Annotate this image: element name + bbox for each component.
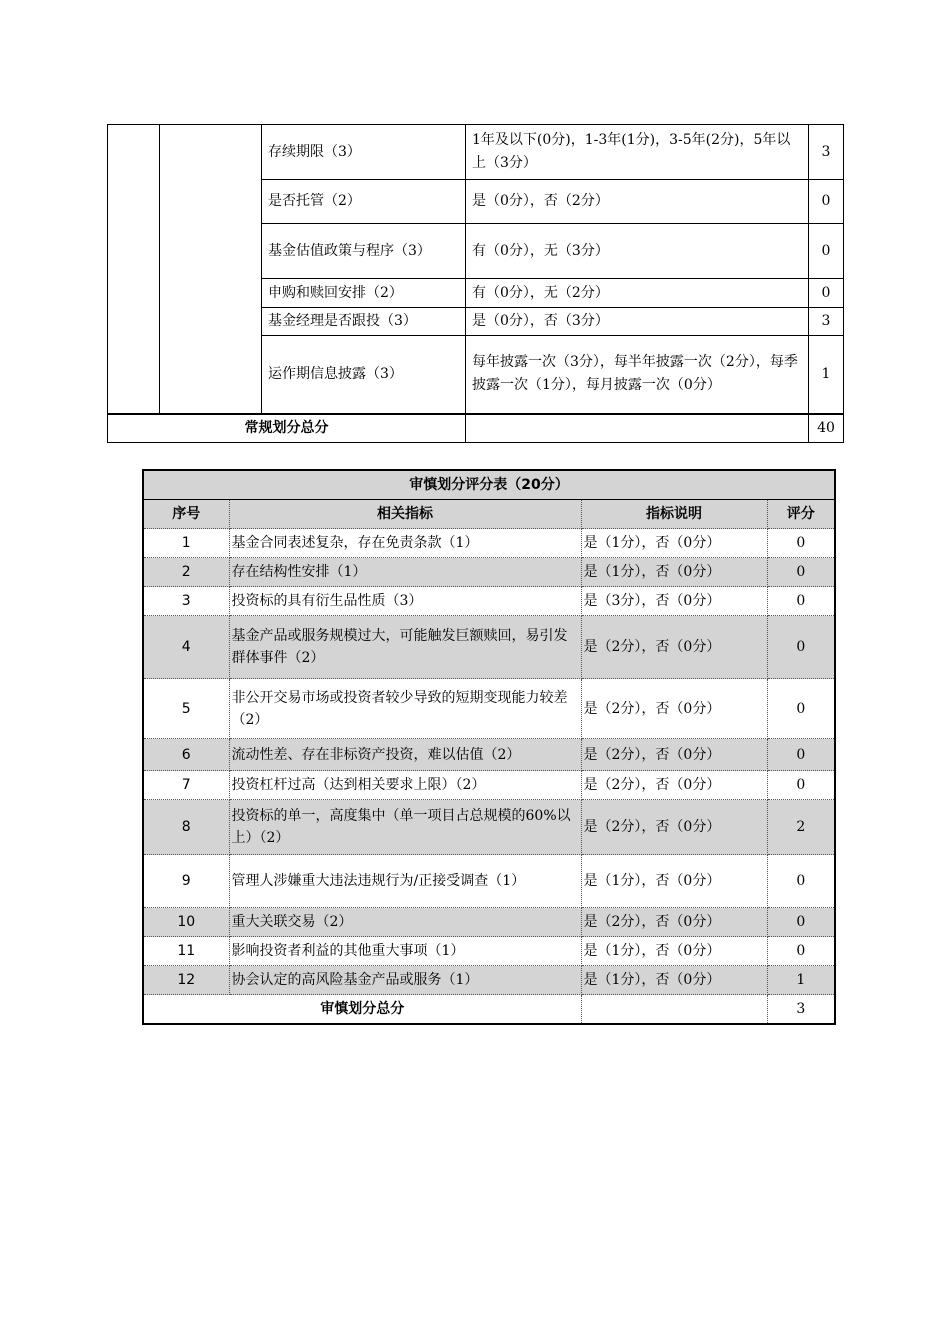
score-cell: 3	[809, 308, 844, 336]
total-row	[108, 414, 844, 443]
row-index: 12	[143, 966, 229, 995]
indicator-cell: 投资标的单一，高度集中（单一项目占总规模的60%以上）（2）	[229, 800, 581, 855]
row-index: 9	[143, 855, 229, 908]
total-blank-cell	[581, 995, 767, 1024]
row-index: 8	[143, 800, 229, 855]
description-cell: 是（1分），否（0分）	[581, 529, 767, 558]
table-row	[143, 558, 835, 587]
score-cell: 1	[767, 966, 835, 995]
row-index: 2	[143, 558, 229, 587]
description-cell: 是（3分），否（0分）	[581, 587, 767, 616]
table-caption-row	[143, 470, 835, 500]
description-cell: 1年及以下(0分)，1-3年(1分)，3-5年(2分)，5年以上（3分）	[466, 125, 809, 180]
indicator-cell: 管理人涉嫌重大违法违规行为/正接受调查（1）	[229, 855, 581, 908]
indicator-cell: 存在结构性安排（1）	[229, 558, 581, 587]
table-row	[143, 679, 835, 739]
table-row	[143, 800, 835, 855]
row-index: 6	[143, 739, 229, 771]
table-row	[143, 908, 835, 937]
score-cell: 0	[767, 616, 835, 679]
description-cell: 是（2分），否（0分）	[581, 800, 767, 855]
row-index: 4	[143, 616, 229, 679]
table-row	[143, 937, 835, 966]
indicator-cell: 运作期信息披露（3）	[262, 336, 466, 414]
table-row	[143, 616, 835, 679]
total-score: 40	[809, 414, 844, 443]
table-row	[143, 855, 835, 908]
indicator-cell: 流动性差、存在非标资产投资，难以估值（2）	[229, 739, 581, 771]
description-cell: 有（0分），无（2分）	[466, 279, 809, 308]
header-indicator: 相关指标	[229, 500, 581, 529]
table-row	[143, 587, 835, 616]
total-label: 常规划分总分	[108, 414, 466, 443]
total-row	[143, 995, 835, 1024]
indicator-cell: 基金产品或服务规模过大，可能触发巨额赎回，易引发群体事件（2）	[229, 616, 581, 679]
table-row	[143, 771, 835, 800]
table-row	[143, 739, 835, 771]
header-score: 评分	[767, 500, 835, 529]
total-label: 审慎划分总分	[143, 995, 581, 1024]
header-index: 序号	[143, 500, 229, 529]
score-cell: 0	[809, 279, 844, 308]
row-index: 7	[143, 771, 229, 800]
description-cell: 是（2分），否（0分）	[581, 616, 767, 679]
description-cell: 是（2分），否（0分）	[581, 679, 767, 739]
subcategory-cell	[160, 125, 262, 414]
description-cell: 是（1分），否（0分）	[581, 855, 767, 908]
header-description: 指标说明	[581, 500, 767, 529]
table-row	[143, 529, 835, 558]
total-score: 3	[767, 995, 835, 1024]
score-cell: 2	[767, 800, 835, 855]
indicator-cell: 投资标的具有衍生品性质（3）	[229, 587, 581, 616]
description-cell: 是（2分），否（0分）	[581, 908, 767, 937]
score-cell: 0	[767, 558, 835, 587]
row-index: 5	[143, 679, 229, 739]
category-cell	[108, 125, 160, 414]
table-row	[143, 966, 835, 995]
indicator-cell: 非公开交易市场或投资者较少导致的短期变现能力较差（2）	[229, 679, 581, 739]
prudent-score-table	[142, 469, 836, 1025]
score-cell: 0	[767, 529, 835, 558]
indicator-cell: 基金估值政策与程序（3）	[262, 224, 466, 279]
indicator-cell: 影响投资者利益的其他重大事项（1）	[229, 937, 581, 966]
row-index: 1	[143, 529, 229, 558]
indicator-cell: 基金合同表述复杂，存在免责条款（1）	[229, 529, 581, 558]
score-cell: 0	[767, 937, 835, 966]
description-cell: 是（2分），否（0分）	[581, 739, 767, 771]
table-caption: 审慎划分评分表（20分）	[143, 470, 835, 500]
total-blank-cell	[466, 414, 809, 443]
score-cell: 0	[767, 771, 835, 800]
score-cell: 0	[809, 224, 844, 279]
score-cell: 0	[809, 180, 844, 224]
score-cell: 0	[767, 739, 835, 771]
description-cell: 每年披露一次（3分），每半年披露一次（2分），每季披露一次（1分），每月披露一次（0分）	[466, 336, 809, 414]
score-cell: 3	[809, 125, 844, 180]
indicator-cell: 存续期限（3）	[262, 125, 466, 180]
description-cell: 是（2分），否（0分）	[581, 771, 767, 800]
indicator-cell: 基金经理是否跟投（3）	[262, 308, 466, 336]
indicator-cell: 是否托管（2）	[262, 180, 466, 224]
score-cell: 0	[767, 587, 835, 616]
indicator-cell: 申购和赎回安排（2）	[262, 279, 466, 308]
score-cell: 1	[809, 336, 844, 414]
regular-score-table	[107, 124, 844, 443]
table-row	[108, 125, 844, 180]
row-index: 10	[143, 908, 229, 937]
row-index: 11	[143, 937, 229, 966]
score-cell: 0	[767, 679, 835, 739]
description-cell: 是（0分），否（2分）	[466, 180, 809, 224]
indicator-cell: 重大关联交易（2）	[229, 908, 581, 937]
score-cell: 0	[767, 908, 835, 937]
score-cell: 0	[767, 855, 835, 908]
row-index: 3	[143, 587, 229, 616]
header-row	[143, 500, 835, 529]
indicator-cell: 协会认定的高风险基金产品或服务（1）	[229, 966, 581, 995]
description-cell: 是（1分），否（0分）	[581, 966, 767, 995]
description-cell: 是（0分），否（3分）	[466, 308, 809, 336]
description-cell: 是（1分），否（0分）	[581, 937, 767, 966]
indicator-cell: 投资杠杆过高（达到相关要求上限）（2）	[229, 771, 581, 800]
description-cell: 是（1分），否（0分）	[581, 558, 767, 587]
description-cell: 有（0分），无（3分）	[466, 224, 809, 279]
